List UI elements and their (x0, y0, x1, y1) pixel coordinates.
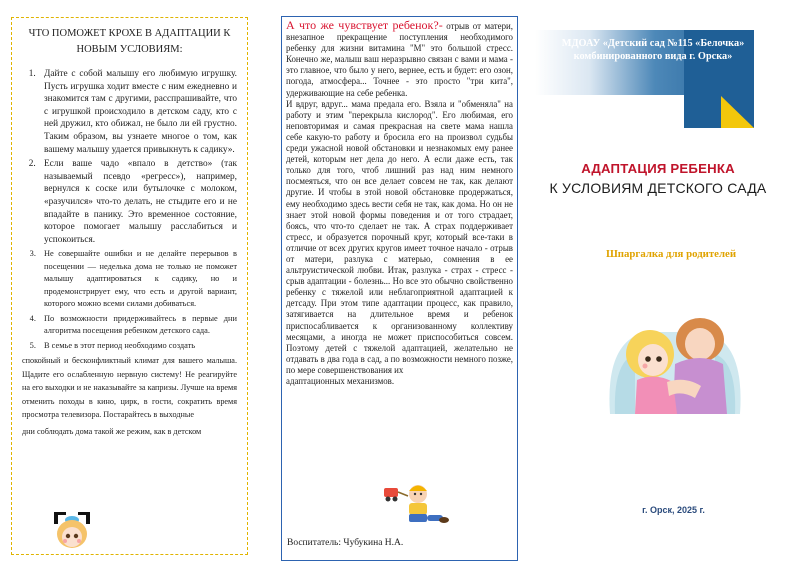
middle-lead: А что же чувствует ребенок?- (286, 18, 443, 32)
tip-item: 4. По возможности придерживайтесь в первые дни алгоритма посещения ребенком детского сада. (38, 313, 237, 338)
teacher-signature: Воспитатель: Чубукина Н.А. (287, 538, 404, 548)
middle-panel (281, 16, 518, 561)
brochure-title-line2: К УСЛОВИЯМ ДЕТСКОГО САДА (549, 180, 767, 196)
girl-face-icon (52, 510, 92, 550)
city-year: г. Орск, 2025 г. (642, 505, 705, 515)
boy-with-toy-icon (382, 482, 450, 526)
middle-paragraph-1 (286, 20, 513, 99)
tip-continuation-text: спокойный и бесконфликтный климат для вашего малыша. Щадите его ослабленную нервную систему! Не реагируйте на его выходки и не наказывайте за капризы. Лучше на время отменить походы в кино, цирк, в гости, сократить время просмотра телевизора. Постарайтесь в выходные (22, 356, 237, 419)
middle-end: адаптационных механизмов. (286, 376, 395, 386)
tip-item: 2. Если ваше чадо «впало в детство» (так называемый псевдо «регресс»), например, вернулся к соске или бутылочке с молоком, «разучился» что-то делать, не стыдите его и не впадайте в панику. Это временное состояние, которое помогает малышу расслабиться и успокоиться. (38, 158, 237, 246)
tip-item: 1. Дайте с собой малышу его любимую игрушку. Пусть игрушка ходит вместе с ним ежедневно и знакомится там с другими, расспрашивайте, что с игрушкой происходило в детском саду, кто с ней дружил, кто обижал, не было ли ей грустно. Таким образом, вы узнаете многое о том, как вашему малышу удается привыкнуть к садику». (38, 68, 237, 156)
right-panel (530, 0, 800, 566)
tip-item: 5. В семье в этот период необходимо создать (38, 340, 237, 353)
mother-daughter-illustration (605, 302, 745, 420)
brochure-subtitle: Шпаргалка для родителей (605, 248, 737, 260)
tip-continuation (22, 354, 237, 438)
left-panel-title: ЧТО ПОМОЖЕТ КРОХЕ В АДАПТАЦИИ К НОВЫМ УСЛОВИЯМ: (28, 28, 231, 55)
left-panel (11, 17, 248, 555)
brochure-title-line1: АДАПТАЦИЯ РЕБЕНКА (581, 161, 735, 176)
middle-paragraph-2: И вдруг, вдруг... мама предала его. Взяла и "обменяла" на работу и этим "перекрыла кислород". Его любимая, его неповторимая и самая прекрасная на свете мама нашла себе какую-то работу и бросила его на произвол судьбы среди ужасной новой обстановки и незнакомых ему ранее детей, которым нет дела до него. А если даже есть, так только для того, чтоб лишний раз над ним немного посмеяться, что он все делает совсем не так, как делают другие. И чтобы в этой новой обстановке продержаться, ему необходимо здесь вести себя не так, как дома. Но он не знает этой новой формы поведения и от того страдает, боясь, что что-то сделает не так. А страх поддерживает стресс, и образуется порочный круг, который все-таки в отличие от всех других кругов имеет точное начало - отрыв от матери, разлука с матерью, сомнения в ее альтруистической любви. Итак, разлука - страх - стресс - срыв адаптации - болезнь... Но все это обычно свойственно ребенку с тяжелой или неблагоприятной адаптацией к детсаду. При этом типе адаптации процесс, как правило, затягивается на длительное время и ребенок приспосабливается к организованному коллективу месяцами, а иногда не может приспособиться совсем. Поэтому детей с тяжелой адаптацией, желательно не отдавать в два года в сад, а по возможности немного позже, по мере совершенствования их (286, 98, 513, 375)
tips-list (22, 68, 237, 352)
middle-body: отрыв от матери, внезапное прекращение поступления необходимого ребенку для жизни витамина "М" это большой стресс. Конечно же, малыш ваш неразрывно связан с вами и мама - это главное, что было у него, вернее, есть и будет: его озон, погода, атмосфера... Точнее - это просто "три кита", удерживающие на себе ребенка. (286, 21, 514, 98)
organization-name: МДОАУ «Детский сад №115 «Белочка» комбинированного вида г. Орска» (561, 38, 745, 62)
tip-continuation-last: дни соблюдать дома такой же режим, как в детском (22, 427, 202, 437)
tip-item: 3. Не совершайте ошибки и не делайте перерывов в посещении — неделька дома не только не поможет малышу адаптироваться к садику, но и продемонстрирует ему, что есть и другой вариант, которого можно всеми силами добиваться. (38, 248, 237, 311)
